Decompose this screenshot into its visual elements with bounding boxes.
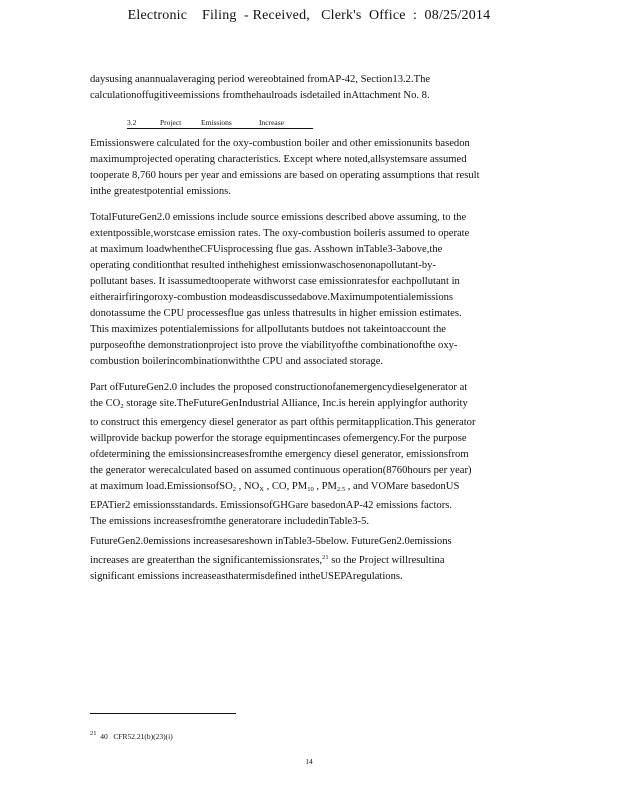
footnote-reference: 21: [322, 554, 329, 561]
text-line: pollutant bases. It isassumedtooperate withworst case emissionratesfor eachpollutant in: [90, 276, 460, 287]
text-line: inthe greatestpotential emissions.: [90, 186, 231, 197]
paragraph-diesel-generator: [90, 380, 520, 530]
filing-stamp-header: Electronic Filing - Received, Clerk's Office : 08/25/2014: [127, 8, 491, 23]
paragraph-total-emissions: [90, 210, 520, 370]
text-line: to construct this emergency diesel generator as part ofthis permitapplication.This generator: [90, 417, 476, 428]
text-line: donotassume the CPU processesflue gas unless thatresults in higher emission estimates.: [90, 308, 462, 319]
text-line: TotalFutureGen2.0 emissions include source emissions described above assuming, to the: [90, 212, 467, 223]
footnote-text: 40 CFR52.21(b)(23)(i): [96, 732, 173, 741]
text-line: the $CO_2$ storage site.TheFutureGenIndustrial Alliance, Inc.is herein applyingfor authority: [90, 398, 468, 410]
text-line: tooperate 8,760 hours per year and emissions are based on operating assumptions that result: [90, 170, 480, 181]
text-line: FutureGen2.0emissions increasesareshown inTable3-5below. FutureGen2.0emissions: [90, 536, 452, 547]
section-title-word: Increase: [259, 118, 284, 127]
page-number: 14: [305, 757, 313, 766]
text-line: maximumprojected operating characteristics. Except where noted,allsystemsare assumed: [90, 154, 467, 165]
text-line: at maximum load.EmissionsofSO$_2$ , $NO_X$ , CO, $PM_{10}$ , $PM_{2.5}$ , and VOMare basedonUS: [90, 481, 460, 493]
text-line: extentpossible,worstcase emission rates. The oxy-combustion boileris assumed to operate: [90, 228, 470, 239]
paragraph-emissions-calculation: [90, 136, 520, 200]
text-line: eitherairfiringoroxy-combustion modeasdiscussedabove.Maximumpotentialemissions: [90, 292, 454, 303]
footnote-divider: [90, 713, 236, 714]
section-heading: [127, 118, 313, 129]
text-line: EPATier2 emissionsstandards. EmissionsofGHGare basedonAP-42 emissions factors.: [90, 500, 453, 511]
text-line: operating conditionthat resulted inthehighest emissionwaschosenonapollutant-by-: [90, 260, 436, 271]
text-line: combustion boilerincombinationwiththe CPU and associated storage.: [90, 356, 384, 367]
text-line: significant emissions increaseasthatermisdefined intheUSEPAregulations.: [90, 571, 403, 582]
text-line: ofdetermining the emissionsincreasesfromthe emergency diesel generator, emissionsfrom: [90, 449, 469, 460]
section-number: 3.2: [127, 118, 137, 127]
section-title-word: Emissions: [201, 118, 232, 127]
text-line: willprovide backup powerfor the storage equipmentincases ofemergency.For the purpose: [90, 433, 467, 444]
text-line: the generator werecalculated based on assumed continuous operation(8760hours per year): [90, 465, 472, 476]
intro-paragraph: [90, 72, 520, 104]
footnote-marker: 21: [90, 730, 97, 737]
section-title-word: Project: [160, 118, 182, 127]
paragraph-significance: [90, 534, 520, 585]
text-line: Emissionswere calculated for the oxy-combustion boiler and other emissionunits basedon: [90, 138, 470, 149]
footnote: [90, 730, 173, 741]
text-line: The emissions increasesfromthe generatorare includedinTable3-5.: [90, 516, 370, 527]
text-line: at maximum loadwhentheCFUisprocessing flue gas. Asshown inTable3-3above,the: [90, 244, 443, 255]
text-line: calculationoffugitiveemissions fromthehaulroads isdetailed inAttachment No. 8.: [90, 90, 430, 101]
text-line: This maximizes potentialemissions for allpollutants butdoes not takeintoaccount the: [90, 324, 446, 335]
text-line: daysusing anannualaveraging period wereobtained fromAP-42, Section13.2.The: [90, 74, 431, 85]
text-line: increases are greaterthan the significantemissionsrates,$^{21}$ so the Project willresultina: [90, 554, 445, 566]
text-line: Part ofFutureGen2.0 includes the proposed constructionofanemergencydieselgenerator at: [90, 382, 468, 393]
text-line: purposeofthe demonstrationproject isto prove the viabilityofthe combinationofthe oxy-: [90, 340, 458, 351]
